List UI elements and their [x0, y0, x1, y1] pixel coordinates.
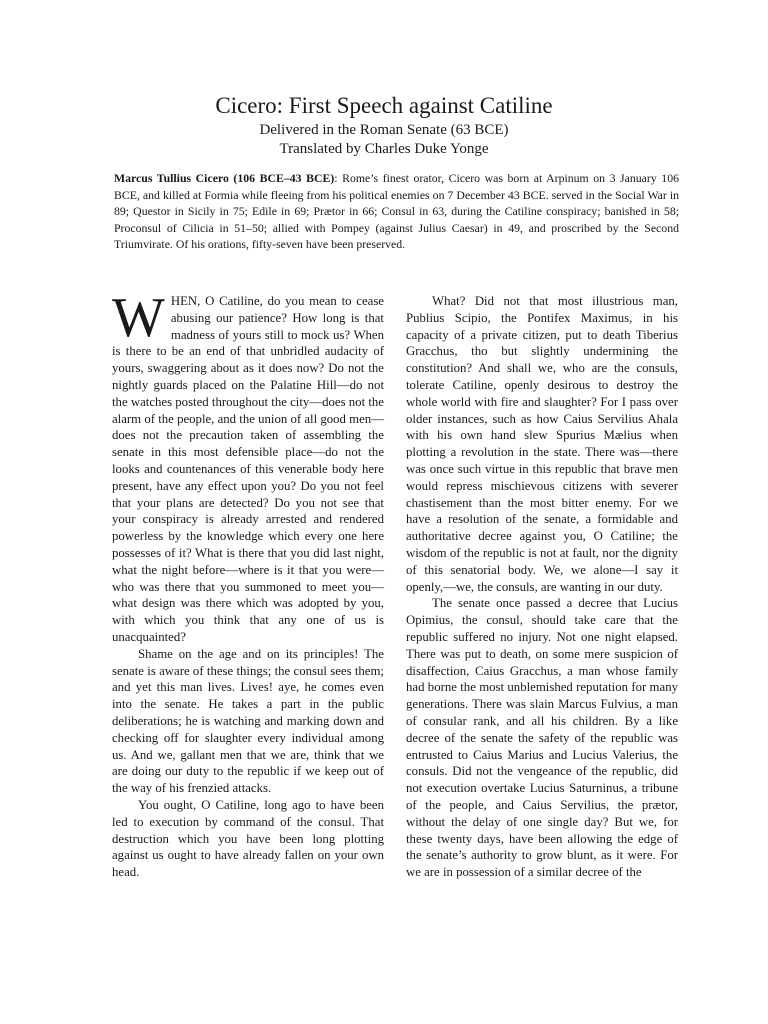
left-column	[112, 287, 384, 881]
drop-cap: W	[112, 287, 165, 349]
speech-paragraph: The senate once passed a decree that Lucius Opimius, the consul, should take care that the republic suffered no injury. Not one night elapsed. There was put to death, on some mere suspicion of disaffection, Caius Gracchus, a man whose family had borne the most unblemished reputation for many generations. There was slain Marcus Fulvius, a man of consular rank, and all his children. By a like decree of the senate the safety of the republic was entrusted to Caius Marius and Lucius Valerius, the consuls. Did not the vengeance of the republic, did not execution overtake Lucius Saturninus, a tribune of the people, and Caius Servilius, the prætor, without the delay of one single day? But we, for these twenty days, have been allowing the edge of the senate’s authority to grow blunt, as it were. For we are in possession of a similar decree of the	[406, 596, 678, 880]
right-column	[406, 293, 678, 881]
document-title: Cicero: First Speech against Catiline	[215, 93, 553, 118]
speech-paragraph: You ought, O Catiline, long ago to have been led to execution by command of the consul. That destruction which you have been long plotting against us ought to have already fallen on your own head.	[112, 797, 384, 880]
document-subtitle-translator: Translated by Charles Duke Yonge	[279, 141, 489, 157]
speech-paragraph	[112, 287, 384, 646]
author-bio-text: : Rome’s finest orator, Cicero was born at Arpinum on 3 January 106 BCE, and killed at Formia while fleeing from his political enemies on 7 December 43 BCE. served in the Social War in 89; Questor in Sicily in 75; Edile in 69; Prætor in 66; Consul in 63, during the Catiline conspiracy; banished in 58; Proconsul of Cilicia in 51–50; allied with Pompey (against Julius Caesar) in 49, and proscribed by the Second Triumvirate. Of his orations, fifty-seven have been preserved.	[114, 171, 679, 252]
speech-paragraph: What? Did not that most illustrious man, Publius Scipio, the Pontifex Maximus, in his capacity of a private citizen, put to death Tiberius Gracchus, tho but slightly undermining the constitution? And shall we, who are the consuls, tolerate Catiline, openly desirous to destroy the whole world with fire and slaughter? For I pass over older instances, such as how Caius Servilius Ahala with his own hand slew Spurius Mælius when plotting a revolution in the state. There was—there was once such virtue in this republic that brave men would repress mischievous citizens with severer chastisement than the most bitter enemy. For we have a resolution of the senate, a formidable and authoritative decree against you, O Catiline; the wisdom of the republic is not at fault, nor the dignity of this senatorial body. We, we alone—I say it openly,—we, the consuls, are wanting in our duty.	[406, 294, 678, 594]
author-bio	[114, 170, 679, 253]
speech-paragraph-text: HEN, O Catiline, do you mean to cease abusing our patience? How long is that madness of yours still to mock us? When is there to be an end of that unbridled audacity of yours, swaggering about as it does now? Do not the nightly guards placed on the Palatine Hill—do not the watches posted throughout the city—does not the alarm of the people, and the union of all good men—does not the precaution taken of assembling the senate in this most defensible place—do not the looks and countenances of this venerable body here present, have any effect upon you? Do you not feel that your plans are detected? Do you not see that your conspiracy is already arrested and rendered powerless by the knowledge which every one here possesses of it? What is there that you did last night, what the night before—where is it that you were—who was there that you summoned to meet you—what design was there which was adopted by you, with which you think that any one of us is unacquainted?	[112, 294, 384, 644]
speech-paragraph: Shame on the age and on its principles! The senate is aware of these things; the consul sees them; and yet this man lives. Lives! aye, he comes even into the senate. He takes a part in the public deliberations; he is watching and marking down and checking off for slaughter every individual among us. And we, gallant men that we are, think that we are doing our duty to the republic if we keep out of the way of his frenzied attacks.	[112, 646, 384, 796]
author-bio-name: Marcus Tullius Cicero (106 BCE–43 BCE)	[114, 171, 335, 185]
document-subtitle-delivered: Delivered in the Roman Senate (63 BCE)	[259, 122, 509, 138]
